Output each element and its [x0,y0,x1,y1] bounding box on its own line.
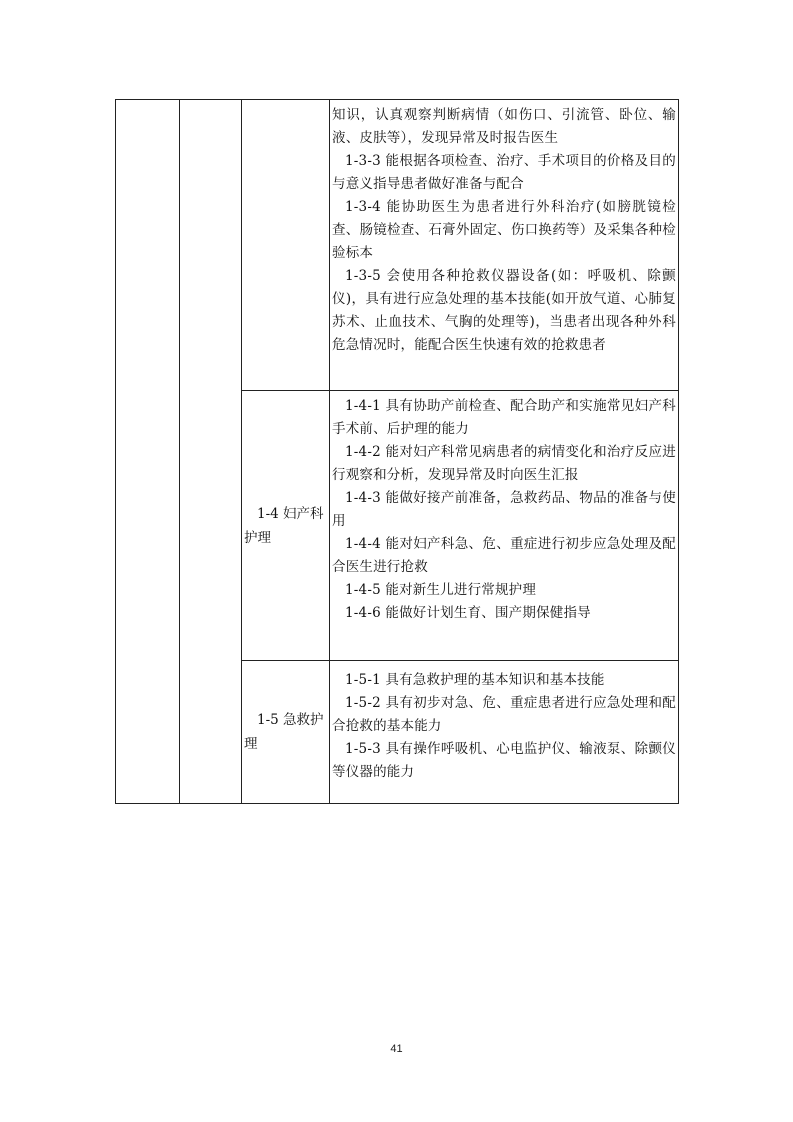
list-item: 1-3-5 会使用各种抢救仪器设备(如：呼吸机、除颤仪)，具有进行应急处理的基本技能(如开放气道、心肺复苏术、止血技术、气胸的处理等)，当患者出现各种外科危急情况时，能配合医生快速有效的抢救患者 [332,268,676,353]
empty-cell-col1 [116,100,180,804]
list-item: 1-5-3 具有操作呼吸机、心电监护仪、输液泵、除颤仪等仪器的能力 [332,741,676,780]
content-cell [330,100,679,391]
list-item: 1-5-1 具有急救护理的基本知识和基本技能 [345,672,605,688]
list-item: 1-4-6 能做好计划生育、围产期保健指导 [345,605,591,621]
list-item: 1-4-3 能做好接产前准备，急救药品、物品的准备与使用 [332,490,676,529]
list-item: 1-4-2 能对妇产科常见病患者的病情变化和治疗反应进行观察和分析，发现异常及时向医生汇报 [332,444,676,483]
page-number: 41 [390,1043,403,1055]
category-label: 1-4 妇产科护理 [244,505,324,546]
list-item: 1-3-4 能协助医生为患者进行外科治疗(如膀胱镜检查、肠镜检查、石膏外固定、伤口换药等）及采集各种检验标本 [332,199,676,261]
table-row [116,100,679,391]
list-item: 1-4-4 能对妇产科急、危、重症进行初步应急处理及配合医生进行抢救 [332,536,676,575]
category-cell [242,661,330,804]
list-item: 1-4-1 具有协助产前检查、配合助产和实施常见妇产科手术前、后护理的能力 [332,398,676,437]
content-cell [330,661,679,804]
list-item: 1-5-2 具有初步对急、危、重症患者进行应急处理和配合抢救的基本能力 [332,695,676,734]
content-cell [330,391,679,661]
list-item: 1-3-3 能根据各项检查、治疗、手术项目的价格及目的与意义指导患者做好准备与配合 [332,153,676,192]
empty-cell-col3 [242,100,330,391]
category-cell [242,391,330,661]
empty-cell-col2 [180,100,242,804]
list-item: 知识，认真观察判断病情（如伤口、引流管、卧位、输液、皮肤等），发现异常及时报告医生 [332,107,676,146]
category-label: 1-5 急救护理 [244,712,324,752]
competency-table [115,99,679,804]
list-item: 1-4-5 能对新生儿进行常规护理 [345,582,537,598]
